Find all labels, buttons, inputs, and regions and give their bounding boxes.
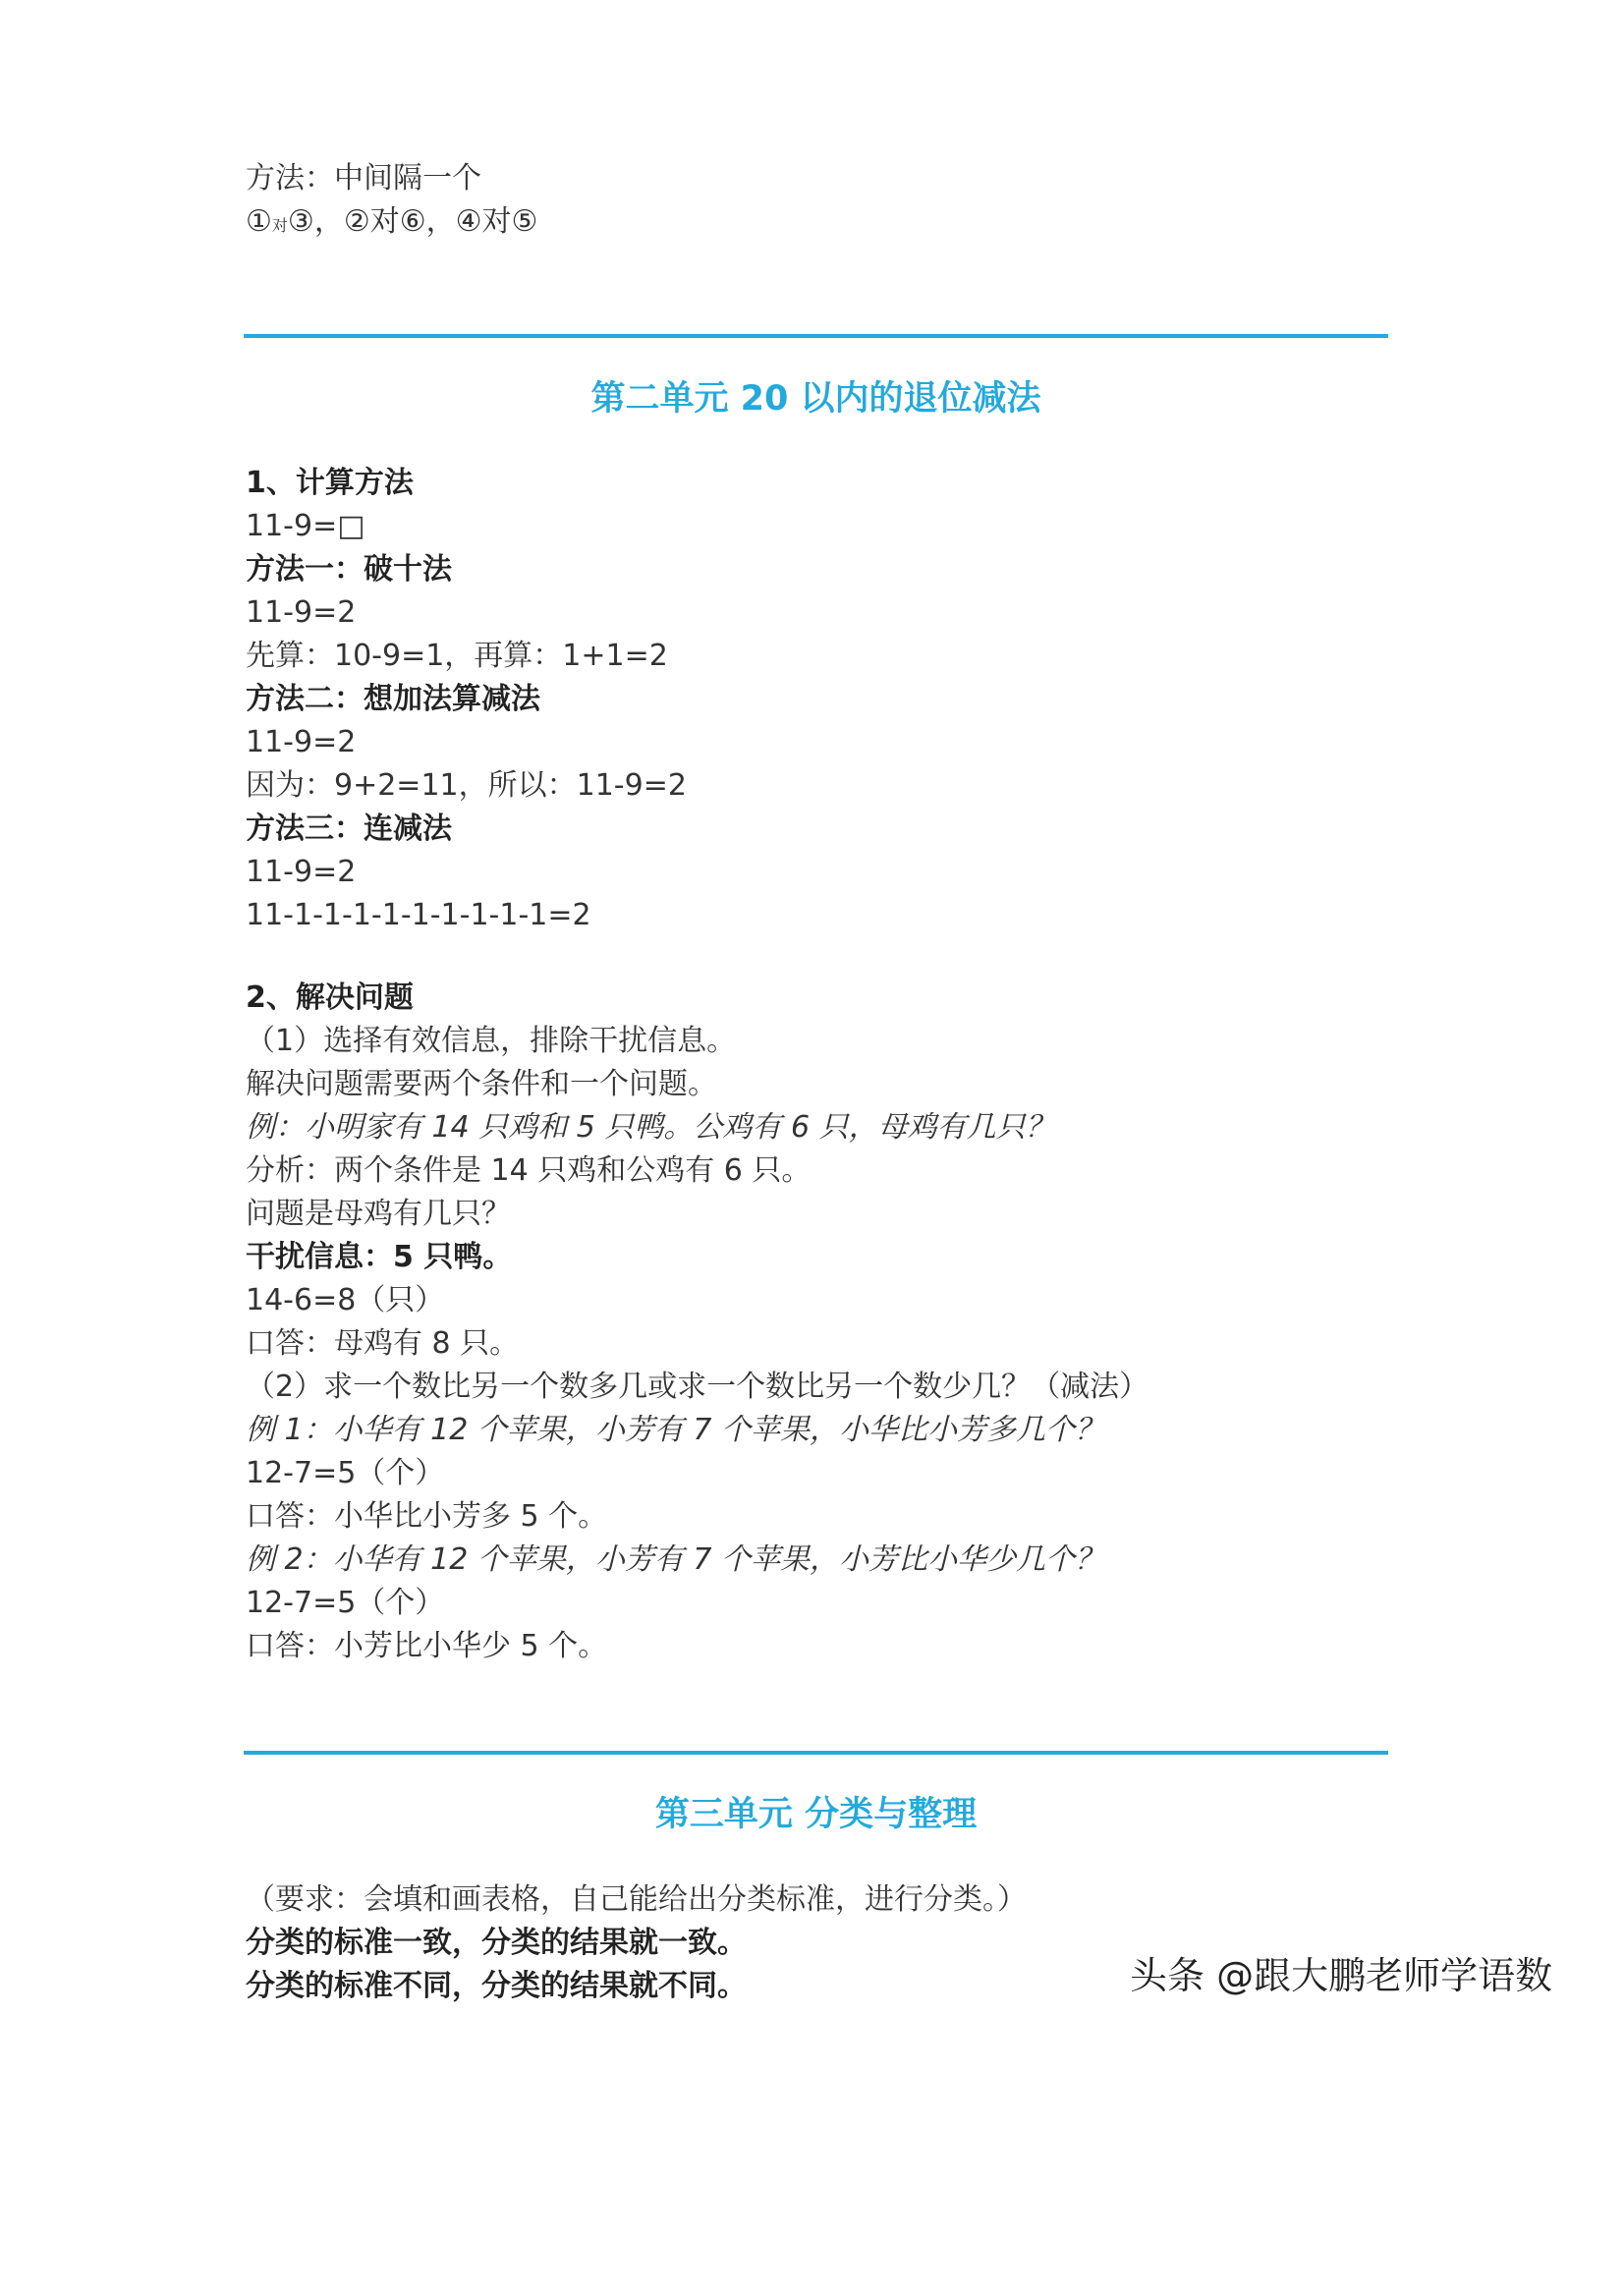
top-method-section [246,157,1385,244]
text-line: 11-9=2 [246,595,357,630]
text-line: （要求：会填和画表格，自己能给出分类标准，进行分类。） [246,1882,1027,1917]
text-line: 口答：小华比小芳多 5 个。 [246,1499,608,1534]
unit2-title: 第二单元 20 以内的退位减法 [590,379,1041,419]
text-line: 11-1-1-1-1-1-1-1-1-1=2 [246,898,591,932]
text-line: 口答：母鸡有 8 只。 [246,1326,520,1361]
text-line: 问题是母鸡有几只？ [246,1197,511,1231]
text-line: 11-9=2 [246,855,357,889]
text-line: 11-9=2 [246,725,357,759]
text-line: 分类的标准一致，分类的结果就一致。 [246,1926,747,1960]
text-line: 2、解决问题 [246,980,414,1015]
unit2-calc-methods [246,462,1385,937]
text-line: 分类的标准不同，分类的结果就不同。 [246,1969,747,2003]
text-line: 方法一：破十法 [246,552,452,587]
pairing-part-b: ③，②对⑥，④对⑤ [287,204,538,239]
text-line: 例 2：小华有 12 个苹果，小芳有 7 个苹果，小芳比小华少几个？ [246,1542,1105,1577]
text-line: 14-6=8（只） [246,1283,445,1317]
method-line: 方法：中间隔一个 [246,161,481,196]
text-line: 分析：两个条件是 14 只鸡和公鸡有 6 只。 [246,1153,812,1188]
text-line: 例：小明家有 14 只鸡和 5 只鸭。公鸡有 6 只，母鸡有几只？ [246,1110,1055,1145]
pairing-small-text: 对 [271,216,288,235]
text-line: 方法二：想加法算减法 [246,682,540,716]
unit2-problem-solving [246,977,1385,1668]
text-line: 12-7=5（个） [246,1456,445,1490]
text-line: （2）求一个数比另一个数多几或求一个数比另一个数少几？（减法） [246,1370,1149,1404]
text-line: 12-7=5（个） [246,1586,445,1620]
text-line: 解决问题需要两个条件和一个问题。 [246,1067,717,1101]
watermark-text: 头条 @跟大鹏老师学语数 [1130,1954,1553,1997]
text-line: 先算：10-9=1，再算：1+1=2 [246,639,668,673]
section-divider [244,334,1388,338]
text-line: 干扰信息：5 只鸭。 [246,1240,513,1274]
pairing-line [246,200,1385,244]
section-divider [244,1751,1388,1755]
unit3-title: 第三单元 分类与整理 [654,1795,978,1834]
text-line: 口答：小芳比小华少 5 个。 [246,1629,608,1663]
pairing-part-a: ① [246,204,272,239]
text-line: 1、计算方法 [246,466,414,500]
text-line: 方法三：连减法 [246,812,452,846]
text-line: （1）选择有效信息，排除干扰信息。 [246,1024,737,1058]
text-line: 例 1：小华有 12 个苹果，小芳有 7 个苹果，小华比小芳多几个？ [246,1413,1105,1447]
text-line: 因为：9+2=11，所以：11-9=2 [246,768,687,803]
text-line: 11-9=□ [246,509,365,543]
